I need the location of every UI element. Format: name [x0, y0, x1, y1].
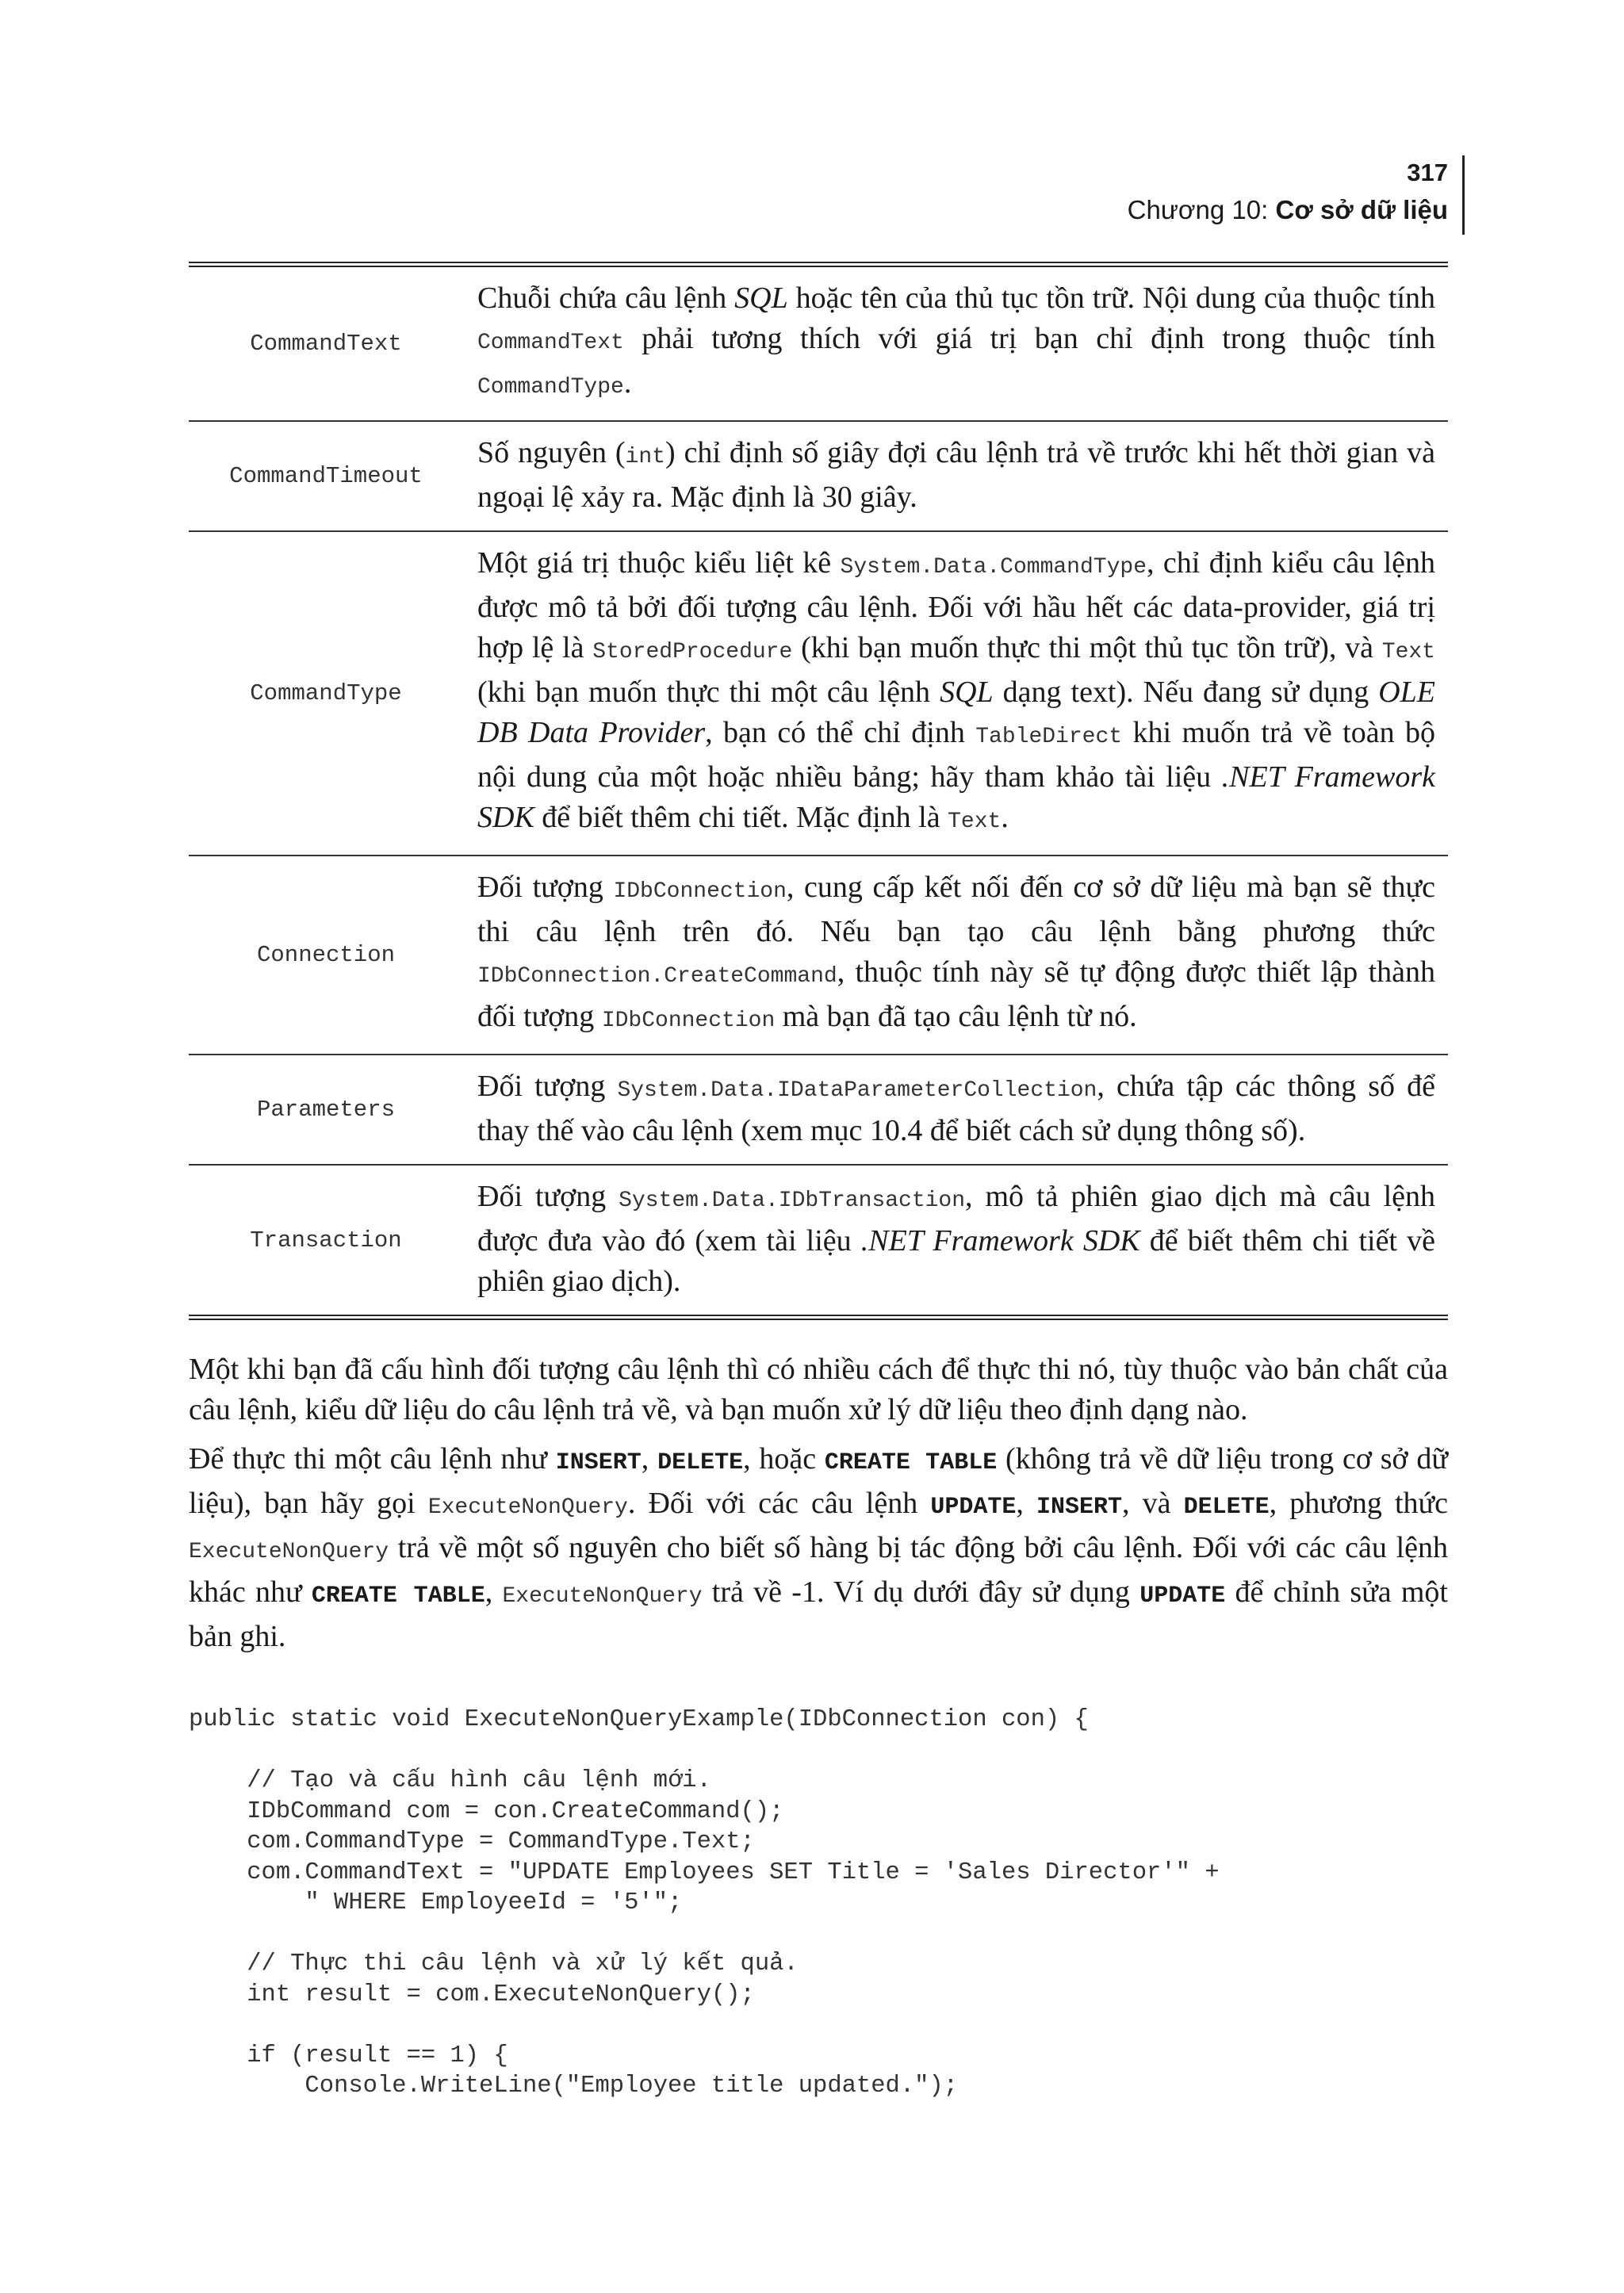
property-description: Một giá trị thuộc kiểu liệt kê System.Data.CommandType, chỉ định kiểu câu lệnh được mô tả bởi đối tượng câu lệnh. Đối với hầu hết các data-provider, giá trị hợp lệ là StoredProcedure (khi bạn muốn thực thi một thủ tục tồn trữ), và Text (khi bạn muốn thực thi một câu lệnh SQL dạng text). Nếu đang sử dụng OLE DB Data Provider, bạn có thể chỉ định TableDirect khi muốn trả về toàn bộ nội dung của một hoặc nhiều bảng; hãy tham khảo tài liệu .NET Framework SDK để biết thêm chi tiết. Mặc định là Text. — [463, 531, 1448, 856]
paragraph-execute-nonquery: Để thực thi một câu lệnh như INSERT, DELETE, hoặc CREATE TABLE (không trả về dữ liệu trong cơ sở dữ liệu), bạn hãy gọi ExecuteNonQuery. Đối với các câu lệnh UPDATE, INSERT, và DELETE, phương thức ExecuteNonQuery trả về một số nguyên cho biết số hàng bị tác động bởi câu lệnh. Đối với các câu lệnh khác như CREATE TABLE, ExecuteNonQuery trả về -1. Ví dụ dưới đây sử dụng UPDATE để chỉnh sửa một bản ghi. — [189, 1442, 1449, 1653]
code-line: " WHERE EmployeeId = '5'"; — [189, 1889, 683, 1916]
header-divider — [1462, 155, 1465, 235]
page-header — [1128, 155, 1448, 230]
inline-code: System.Data.IDataParameterCollection — [617, 1078, 1097, 1103]
body-text — [189, 1349, 1448, 1657]
property-name: CommandTimeout — [189, 421, 463, 531]
italic-term: .NET Framework SDK — [477, 760, 1435, 834]
inline-code: ExecuteNonQuery — [427, 1495, 628, 1520]
sql-keyword: UPDATE — [1139, 1583, 1226, 1610]
table-row — [189, 421, 1448, 531]
chapter-title: Cơ sở dữ liệu — [1275, 195, 1448, 224]
code-line: int result = com.ExecuteNonQuery(); — [189, 1981, 755, 2008]
property-description: Số nguyên (int) chỉ định số giây đợi câu lệnh trả về trước khi hết thời gian và ngoại lệ xảy ra. Mặc định là 30 giây. — [463, 421, 1448, 531]
sql-keyword: INSERT — [555, 1449, 642, 1476]
italic-term: .NET Framework SDK — [860, 1224, 1140, 1258]
table-row — [189, 531, 1448, 856]
sql-keyword: INSERT — [1036, 1494, 1122, 1521]
table-row — [189, 1055, 1448, 1165]
command-properties-table — [189, 262, 1448, 1320]
code-listing — [189, 1705, 1220, 2102]
inline-code: ExecuteNonQuery — [189, 1540, 389, 1564]
sql-keyword: CREATE TABLE — [824, 1449, 998, 1476]
code-line: IDbCommand com = con.CreateCommand(); — [189, 1797, 784, 1825]
inline-code: IDbConnection — [613, 879, 787, 904]
code-line: com.CommandText = "UPDATE Employees SET Title = 'Sales Director'" + — [189, 1859, 1220, 1886]
inline-code: int — [625, 445, 665, 469]
property-name: Connection — [189, 856, 463, 1055]
inline-code: IDbConnection — [601, 1009, 776, 1033]
sql-keyword: DELETE — [1183, 1494, 1270, 1521]
property-description: Đối tượng System.Data.IDataParameterCollection, chứa tập các thông số để thay thế vào câu lệnh (xem mục 10.4 để biết cách sử dụng thông số). — [463, 1055, 1448, 1165]
inline-code: TableDirect — [975, 725, 1123, 749]
paragraph-intro: Một khi bạn đã cấu hình đối tượng câu lệnh thì có nhiều cách để thực thi nó, tùy thuộc vào bản chất của câu lệnh, kiểu dữ liệu do câu lệnh trả về, và bạn muốn xử lý dữ liệu theo định dạng nào. — [189, 1353, 1448, 1426]
italic-term: SQL — [734, 281, 788, 315]
property-name: Parameters — [189, 1055, 463, 1165]
table-row — [189, 1165, 1448, 1318]
property-description: Đối tượng IDbConnection, cung cấp kết nối đến cơ sở dữ liệu mà bạn sẽ thực thi câu lệnh trên đó. Nếu bạn tạo câu lệnh bằng phương thức IDbConnection.CreateCommand, thuộc tính này sẽ tự động được thiết lập thành đối tượng IDbConnection mà bạn đã tạo câu lệnh từ nó. — [463, 856, 1448, 1055]
sql-keyword: DELETE — [657, 1449, 744, 1476]
property-description: Chuỗi chứa câu lệnh SQL hoặc tên của thủ tục tồn trữ. Nội dung của thuộc tính CommandText phải tương thích với giá trị bạn chỉ định trong thuộc tính CommandType. — [463, 265, 1448, 422]
page-number: 317 — [1407, 159, 1448, 186]
inline-code: Text — [948, 810, 1002, 834]
property-name: CommandType — [189, 531, 463, 856]
code-line: if (result == 1) { — [189, 2042, 508, 2069]
inline-code: CommandText — [477, 331, 624, 355]
table-row — [189, 265, 1448, 422]
code-line: // Tạo và cấu hình câu lệnh mới. — [189, 1767, 711, 1794]
italic-term: SQL — [940, 676, 994, 709]
property-name: Transaction — [250, 1227, 402, 1254]
inline-code: IDbConnection.CreateCommand — [477, 964, 837, 989]
property-description: Đối tượng System.Data.IDbTransaction, mô tả phiên giao dịch mà câu lệnh được đưa vào đó (xem tài liệu .NET Framework SDK để biết thêm chi tiết về phiên giao dịch). — [477, 1180, 1435, 1298]
code-line: com.CommandType = CommandType.Text; — [189, 1828, 755, 1855]
inline-code: ExecuteNonQuery — [502, 1584, 703, 1609]
sql-keyword: CREATE TABLE — [311, 1583, 485, 1610]
inline-code: CommandType — [477, 375, 624, 400]
code-line: // Thực thi câu lệnh và xử lý kết quả. — [189, 1950, 799, 1977]
chapter-heading — [1128, 190, 1448, 230]
inline-code: System.Data.IDbTransaction — [619, 1189, 966, 1213]
sql-keyword: UPDATE — [930, 1494, 1017, 1521]
chapter-label: Chương 10: — [1127, 195, 1269, 224]
inline-code: Text — [1381, 640, 1435, 664]
italic-term: OLE DB Data Provider — [477, 676, 1436, 749]
table-row — [189, 856, 1448, 1055]
inline-code: StoredProcedure — [592, 640, 793, 664]
property-name: CommandText — [189, 265, 463, 422]
code-line: Console.WriteLine("Employee title updated."); — [189, 2073, 959, 2100]
inline-code: System.Data.CommandType — [840, 555, 1147, 580]
code-line: public static void ExecuteNonQueryExample(IDbConnection con) { — [189, 1706, 1089, 1733]
